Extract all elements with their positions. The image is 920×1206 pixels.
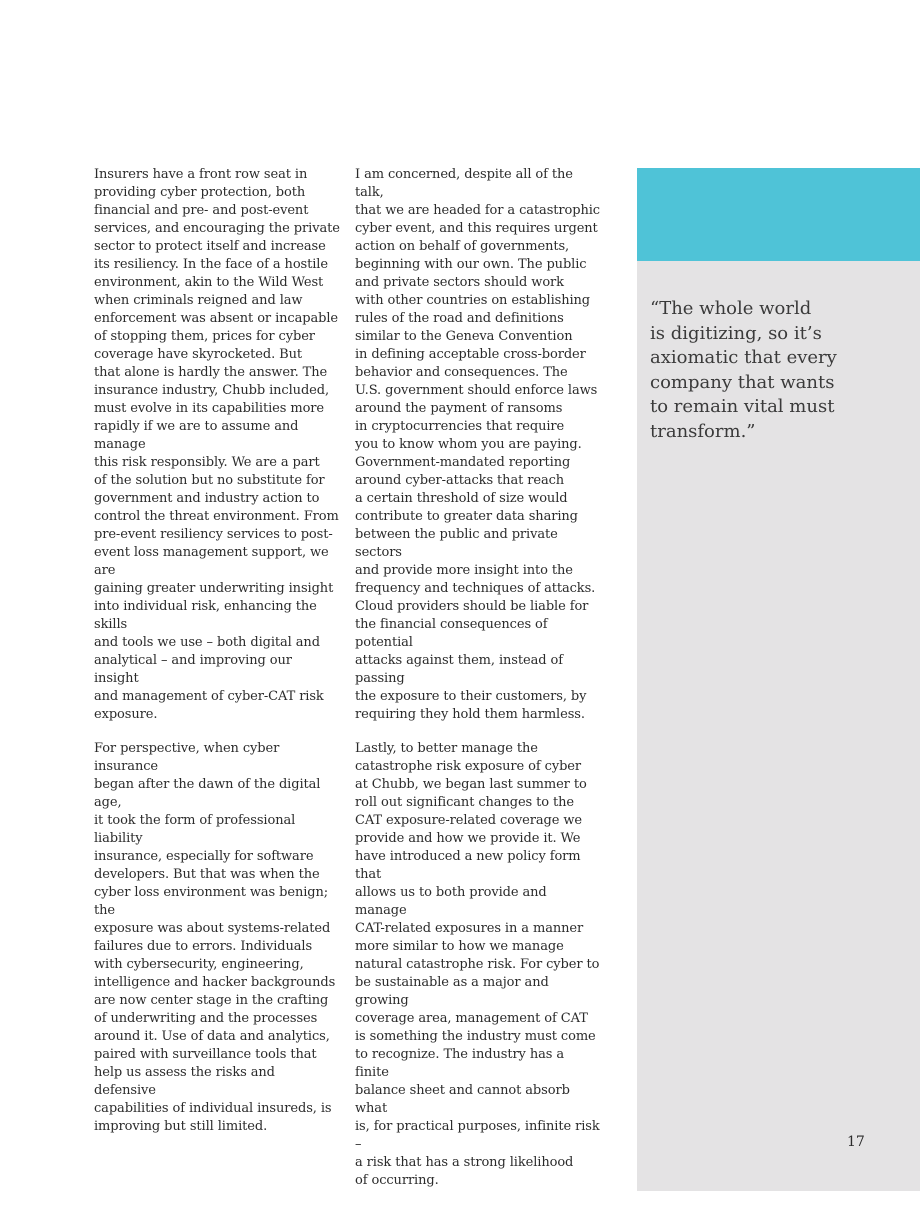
text-column-right xyxy=(355,166,601,1206)
page-number: 17 xyxy=(847,1134,865,1150)
paragraph: Insurers have a front row seat in providing cyber protection, both financial and pre- and post-event services, and encouraging the private sector to protect itself and increase its resiliency. In the face of a hostile environment, akin to the Wild West when criminals reigned and law enforcement was absent or incapable of stopping them, prices for cyber coverage have skyrocketed. But that alone is hardly the answer. The insurance industry, Chubb included, must evolve in its capabilities more rapidly if we are to assume and manage this risk responsibly. We are a part of the solution but no substitute for government and industry action to control the threat environment. From pre-event resiliency services to post- event loss management support, we are gaining greater underwriting insight into individual risk, enhancing the skills and tools we use – both digital and analytical – and improving our insight and management of cyber-CAT risk exposure. xyxy=(94,167,340,722)
pull-quote-sidebar xyxy=(637,168,920,1191)
accent-bar xyxy=(637,168,920,261)
paragraph: I am concerned, despite all of the talk, that we are headed for a catastrophic cyber event, and this requires urgent action on behalf of governments, beginning with our own. The public and private sectors should work with other countries on establishing rules of the road and definitions similar to the Geneva Convention in defining acceptable cross-border behavior and consequences. The U.S. government should enforce laws around the payment of ransoms in cryptocurrencies that require you to know whom you are paying. Government-mandated reporting around cyber-attacks that reach a certain threshold of size would contribute to greater data sharing between the public and private sectors and provide more insight into the frequency and techniques of attacks. Cloud providers should be liable for the financial consequences of potential attacks against them, instead of passing the exposure to their customers, by requiring they hold them harmless. xyxy=(355,167,600,722)
text-column-left xyxy=(94,166,340,1152)
paragraph: Lastly, to better manage the catastrophe risk exposure of cyber at Chubb, we began last summer to roll out significant changes to the CAT exposure-related coverage we provide and how we provide it. We have introduced a new policy form that allows us to both provide and manage CAT-related exposures in a manner more similar to how we manage natural catastrophe risk. For cyber to be sustainable as a major and growing coverage area, management of CAT is something the industry must come to recognize. The industry has a finite balance sheet and cannot absorb what is, for practical purposes, infinite risk – a risk that has a strong likelihood of occurring. xyxy=(355,741,600,1188)
paragraph: For perspective, when cyber insurance began after the dawn of the digital age, it took the form of professional liability insurance, especially for software developers. But that was when the cyber loss environment was benign; the exposure was about systems-related failures due to errors. Individuals with cybersecurity, engineering, intelligence and hacker backgrounds are now center stage in the crafting of underwriting and the processes around it. Use of data and analytics, paired with surveillance tools that help us assess the risks and defensive capabilities of individual insureds, is improving but still limited. xyxy=(94,741,336,1134)
pull-quote: “The whole world is digitizing, so it’s axiomatic that every company that wants to remain vital must transform.” xyxy=(650,298,837,442)
